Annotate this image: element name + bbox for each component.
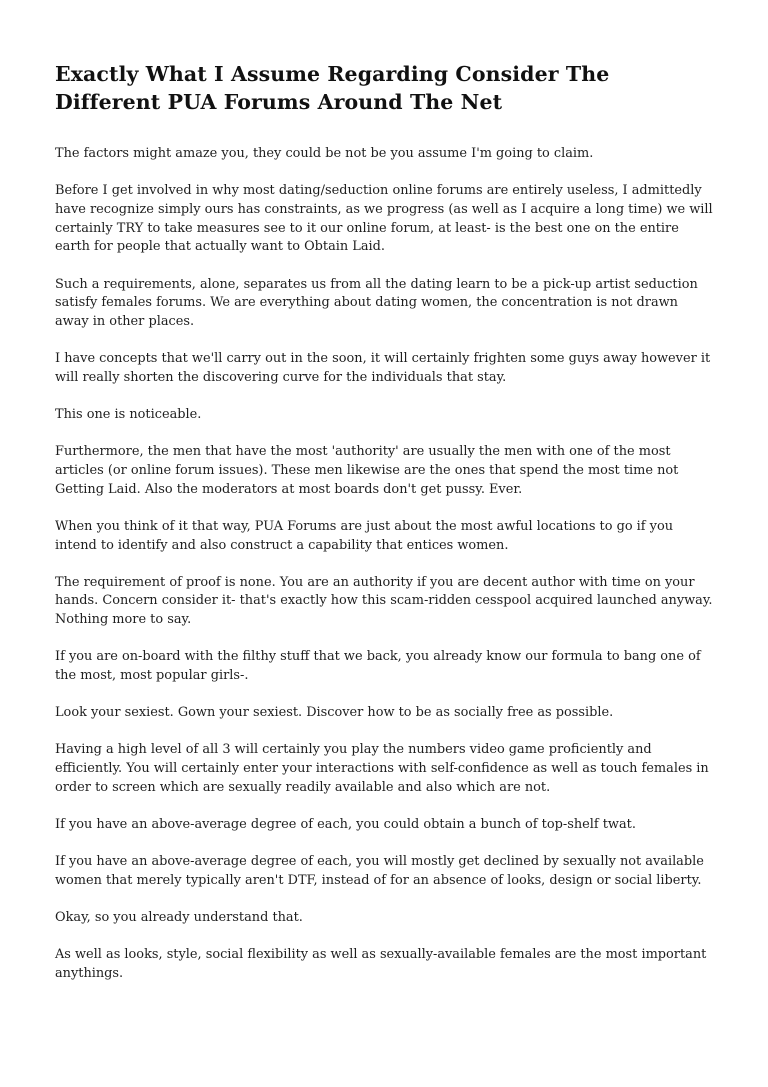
paragraph-5: This one is noticeable. xyxy=(55,407,202,423)
paragraph-1: The factors might amaze you, they could be not be you assume I'm going to claim. xyxy=(55,146,594,161)
paragraph-10: Look your sexiest. Gown your sexiest. Discover how to be as socially free as possible. xyxy=(55,705,614,721)
paragraph-9: If you are on-board with the filthy stuff that we back, you already know our formula to bang one of the most, most popular girls-. xyxy=(55,649,701,684)
document-title: Exactly What I Assume Regarding Consider The Different PUA Forums Around The Net xyxy=(55,62,610,114)
paragraph-12: If you have an above-average degree of each, you could obtain a bunch of top-shelf twat. xyxy=(55,817,636,833)
paragraph-14: Okay, so you already understand that. xyxy=(55,910,303,926)
paragraph-13: If you have an above-average degree of each, you will mostly get declined by sexually not available women that merely typically aren't DTF, instead of for an absence of looks, design or social liberty. xyxy=(55,854,704,888)
document-page xyxy=(55,60,715,1002)
paragraph-15: As well as looks, style, social flexibility as well as sexually-available females are the most important anythings. xyxy=(55,947,707,982)
paragraph-2: Before I get involved in why most dating/seduction online forums are entirely useless, I admittedly have recognize simply ours has constraints, as we progress (as well as I acquire a long time) we will certainly TRY to take measures see to it our online forum, at least- is the best one on the entire earth for people that actually want to Obtain Laid. xyxy=(55,183,713,255)
paragraph-6: Furthermore, the men that have the most 'authority' are usually the men with one of the most articles (or online forum issues). These men likewise are the ones that spend the most time not Getting Laid. Also the moderators at most boards don't get pussy. Ever. xyxy=(55,444,679,497)
paragraph-3: Such a requirements, alone, separates us from all the dating learn to be a pick-up artist seduction satisfy females forums. We are everything about dating women, the concentration is not drawn away in other places. xyxy=(55,276,698,329)
paragraph-7: When you think of it that way, PUA Forums are just about the most awful locations to go if you intend to identify and also construct a capability that entices women. xyxy=(55,518,674,553)
paragraph-4: I have concepts that we'll carry out in the soon, it will certainly frighten some guys away however it will really shorten the discovering curve for the individuals that stay. xyxy=(55,351,711,385)
paragraph-11: Having a high level of all 3 will certainly you play the numbers video game proficiently and efficiently. You will certainly enter your interactions with self-confidence as well as touch females in order to screen which are sexually readily available and also which are not. xyxy=(55,742,709,795)
paragraph-8: The requirement of proof is none. You are an authority if you are decent author with time on your hands. Concern consider it- that's exactly how this scam-ridden cesspool acquired launched anyway. Nothing more to say. xyxy=(55,574,713,628)
